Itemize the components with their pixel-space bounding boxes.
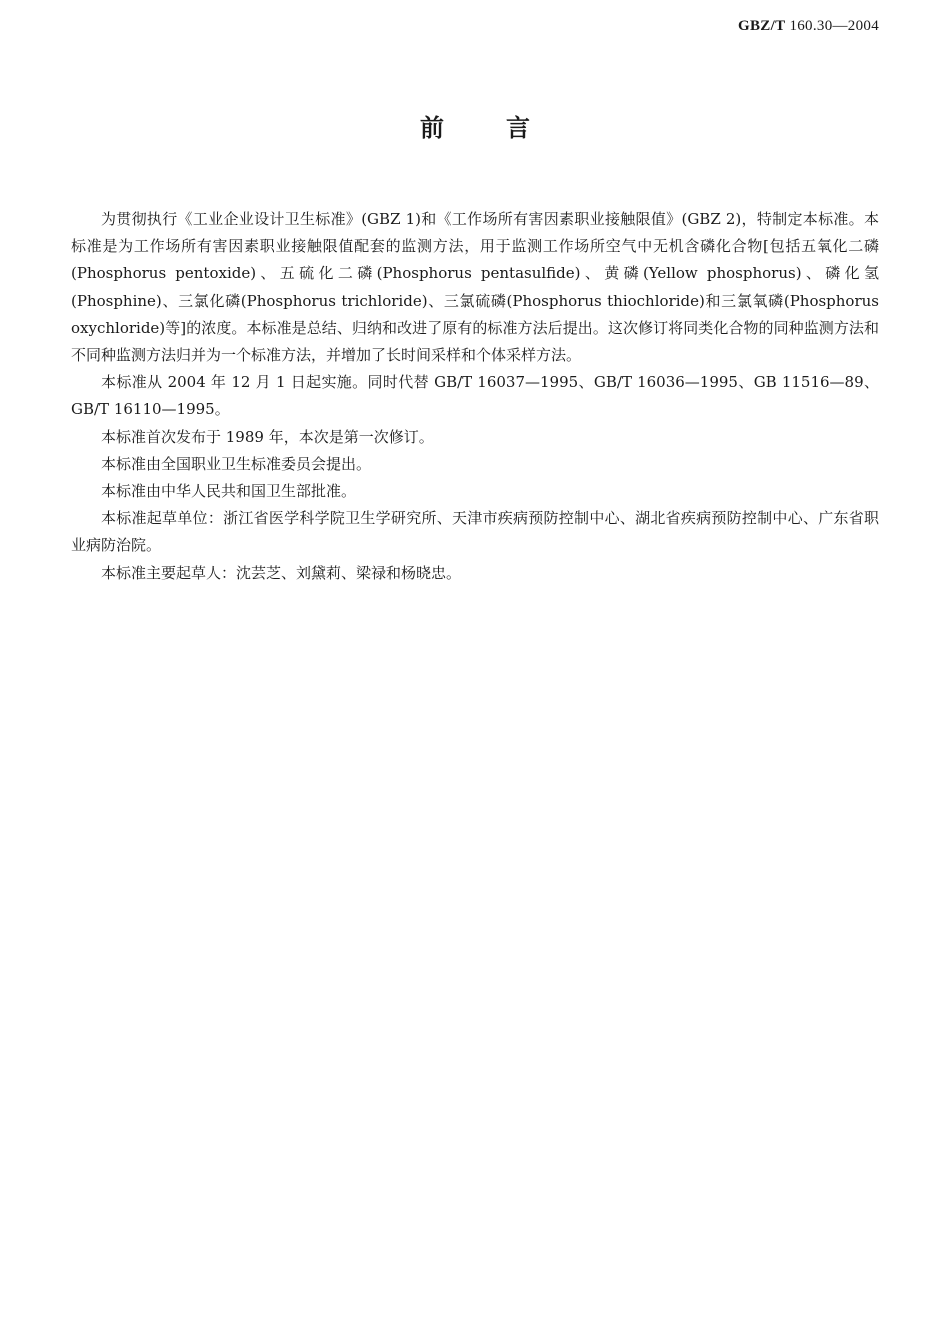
standard-code: [738, 18, 879, 35]
standard-code-number: 160.30—2004: [785, 18, 879, 34]
paragraph-first-release: 本标准首次发布于 1989 年，本次是第一次修订。: [101, 427, 434, 446]
paragraph-drafting-units: 本标准起草单位：浙江省医学科学院卫生学研究所、天津市疾病预防控制中心、湖北省疾病预防控制中心、广东省职业病防治院。: [71, 509, 879, 555]
page-title: 前言: [420, 114, 592, 142]
paragraph-effective-date: 本标准从 2004 年 12 月 1 日起实施。同时代替 GB/T 16037—1995、GB/T 16036—1995、GB 11516—89、GB/T 16110—1995。: [71, 373, 879, 419]
paragraph-drafters: 本标准主要起草人：沈芸芝、刘黛莉、梁禄和杨晓忠。: [101, 563, 462, 582]
foreword-body: [71, 206, 879, 587]
paragraph-approver: 本标准由中华人民共和国卫生部批准。: [101, 482, 357, 501]
standard-code-prefix: GBZ/T: [738, 18, 786, 34]
paragraph-purpose: 为贯彻执行《工业企业设计卫生标准》(GBZ 1)和《工作场所有害因素职业接触限值》(GBZ 2)，特制定本标准。本标准是为工作场所有害因素职业接触限值配套的监测方法，用于监测工作场所空气中无机含磷化合物[包括五氧化二磷(Phosphorus pentoxide)、五硫化二磷(Phosphorus pentasulfide)、黄磷(Yellow phosphorus)、磷化氢(Phosphine)、三氯化磷(Phosphorus trichloride)、三氯硫磷(Phosphorus thiochloride)和三氯氧磷(Phosphorus oxychloride)等]的浓度。本标准是总结、归纳和改进了原有的标准方法后提出。这次修订将同类化合物的同种监测方法和不同种监测方法归并为一个标准方法，并增加了长时间采样和个体采样方法。: [71, 210, 879, 365]
paragraph-proposer: 本标准由全国职业卫生标准委员会提出。: [101, 454, 372, 473]
